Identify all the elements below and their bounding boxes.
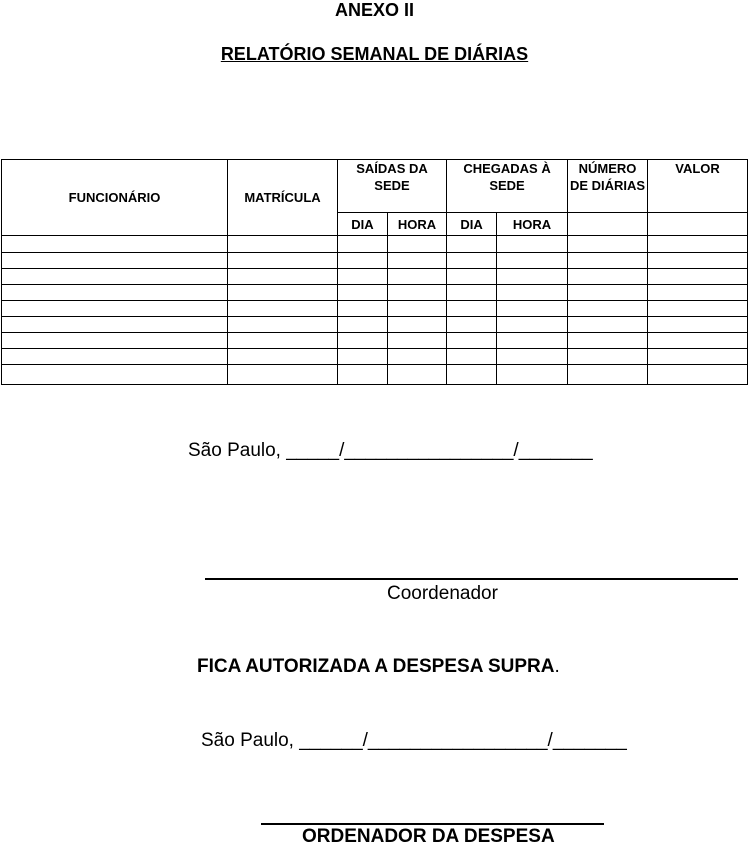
table-cell[interactable] xyxy=(388,317,447,333)
table-cell[interactable] xyxy=(388,301,447,317)
table-cell[interactable] xyxy=(568,269,648,285)
table-row xyxy=(2,317,748,333)
table-cell[interactable] xyxy=(568,349,648,365)
table-row xyxy=(2,333,748,349)
table-cell[interactable] xyxy=(568,285,648,301)
table-cell[interactable] xyxy=(388,349,447,365)
authorization-label: FICA AUTORIZADA A DESPESA SUPRA xyxy=(197,656,555,677)
table-row xyxy=(2,285,748,301)
table-cell[interactable] xyxy=(338,365,388,385)
table-cell[interactable] xyxy=(497,253,568,269)
table-cell[interactable] xyxy=(497,365,568,385)
table-cell[interactable] xyxy=(447,253,497,269)
table-row xyxy=(2,365,748,385)
table-cell[interactable] xyxy=(497,285,568,301)
table-cell[interactable] xyxy=(228,253,338,269)
header-funcionario: FUNCIONÁRIO xyxy=(2,160,228,236)
table-cell[interactable] xyxy=(648,349,748,365)
date-line-1[interactable]: São Paulo, _____/________________/_______ xyxy=(188,440,593,461)
authorization-text xyxy=(197,656,560,678)
authorization-period: . xyxy=(554,656,560,677)
role-ordenador: ORDENADOR DA DESPESA xyxy=(302,826,555,847)
table-cell[interactable] xyxy=(568,253,648,269)
table-cell[interactable] xyxy=(228,349,338,365)
table-cell[interactable] xyxy=(447,365,497,385)
table-row xyxy=(2,269,748,285)
header-valor: VALOR xyxy=(648,160,748,213)
table-cell[interactable] xyxy=(648,253,748,269)
table-body xyxy=(2,236,748,385)
subheader-chegada-hora: HORA xyxy=(497,213,568,236)
subheader-saida-dia: DIA xyxy=(338,213,388,236)
table-cell[interactable] xyxy=(648,333,748,349)
table-cell[interactable] xyxy=(2,349,228,365)
table-cell[interactable] xyxy=(2,365,228,385)
table-cell[interactable] xyxy=(447,333,497,349)
table-cell[interactable] xyxy=(447,236,497,253)
table-cell[interactable] xyxy=(388,333,447,349)
subheader-chegada-dia: DIA xyxy=(447,213,497,236)
table-cell[interactable] xyxy=(2,301,228,317)
table-cell[interactable] xyxy=(2,317,228,333)
table-cell[interactable] xyxy=(228,285,338,301)
table-cell[interactable] xyxy=(388,236,447,253)
diarias-table xyxy=(1,159,748,385)
table-row xyxy=(2,236,748,253)
table-cell[interactable] xyxy=(228,236,338,253)
table-cell[interactable] xyxy=(2,253,228,269)
subheader-empty xyxy=(648,213,748,236)
role-coordenador: Coordenador xyxy=(387,583,498,604)
table-cell[interactable] xyxy=(338,269,388,285)
table-cell[interactable] xyxy=(497,269,568,285)
table-cell[interactable] xyxy=(497,333,568,349)
table-cell[interactable] xyxy=(568,365,648,385)
table-cell[interactable] xyxy=(497,349,568,365)
subheader-saida-hora: HORA xyxy=(388,213,447,236)
table-cell[interactable] xyxy=(338,349,388,365)
table-cell[interactable] xyxy=(648,236,748,253)
table-cell[interactable] xyxy=(338,301,388,317)
table-cell[interactable] xyxy=(2,333,228,349)
table-cell[interactable] xyxy=(497,317,568,333)
table-row xyxy=(2,301,748,317)
table-cell[interactable] xyxy=(447,349,497,365)
table-cell[interactable] xyxy=(648,269,748,285)
table-cell[interactable] xyxy=(2,285,228,301)
table-cell[interactable] xyxy=(338,236,388,253)
header-chegadas: CHEGADAS À SEDE xyxy=(447,160,568,213)
table-cell[interactable] xyxy=(648,285,748,301)
table-cell[interactable] xyxy=(568,301,648,317)
table-cell[interactable] xyxy=(568,317,648,333)
table-cell[interactable] xyxy=(497,301,568,317)
table-cell[interactable] xyxy=(648,317,748,333)
table-cell[interactable] xyxy=(447,285,497,301)
subheader-empty xyxy=(568,213,648,236)
table-cell[interactable] xyxy=(568,236,648,253)
table-cell[interactable] xyxy=(228,317,338,333)
document-title: RELATÓRIO SEMANAL DE DIÁRIAS xyxy=(220,44,529,64)
table-cell[interactable] xyxy=(2,236,228,253)
signature-line-coordenador xyxy=(205,578,738,580)
table-cell[interactable] xyxy=(2,269,228,285)
table-cell[interactable] xyxy=(388,365,447,385)
table-cell[interactable] xyxy=(648,365,748,385)
table-cell[interactable] xyxy=(228,301,338,317)
annex-label: ANEXO II xyxy=(334,0,414,20)
table-cell[interactable] xyxy=(388,269,447,285)
table-cell[interactable] xyxy=(447,317,497,333)
table-cell[interactable] xyxy=(228,365,338,385)
header-saidas: SAÍDAS DA SEDE xyxy=(338,160,447,213)
table-cell[interactable] xyxy=(648,301,748,317)
signature-line-ordenador xyxy=(261,823,604,825)
table-cell[interactable] xyxy=(568,333,648,349)
date-line-2[interactable]: São Paulo, ______/_________________/_______ xyxy=(201,730,627,751)
table-cell[interactable] xyxy=(497,236,568,253)
table-cell[interactable] xyxy=(447,269,497,285)
table-cell[interactable] xyxy=(338,285,388,301)
table-cell[interactable] xyxy=(388,253,447,269)
table-cell[interactable] xyxy=(338,333,388,349)
table-row xyxy=(2,253,748,269)
table-cell[interactable] xyxy=(228,269,338,285)
table-cell[interactable] xyxy=(338,253,388,269)
header-numero-diarias: NÚMERO DE DIÁRIAS xyxy=(568,160,648,213)
table-cell[interactable] xyxy=(447,301,497,317)
table-cell[interactable] xyxy=(338,317,388,333)
header-matricula: MATRÍCULA xyxy=(228,160,338,236)
table-cell[interactable] xyxy=(388,285,447,301)
table-row xyxy=(2,349,748,365)
table-cell[interactable] xyxy=(228,333,338,349)
